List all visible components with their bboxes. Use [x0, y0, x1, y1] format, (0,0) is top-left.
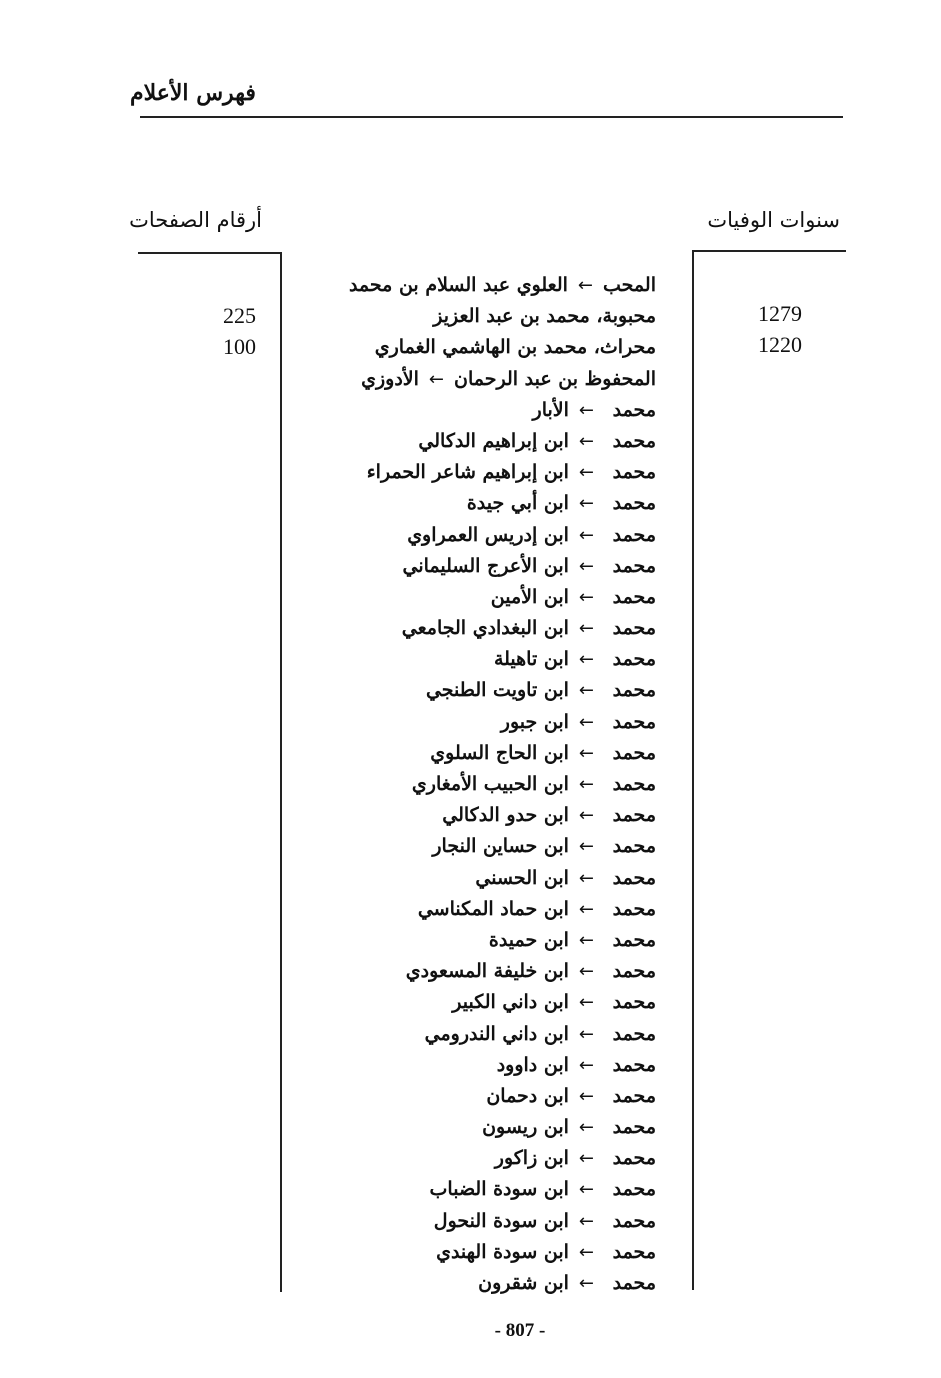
index-entry — [300, 831, 656, 862]
index-entry — [300, 364, 656, 395]
entry-reference: ابن دحمان — [486, 1084, 569, 1107]
see-reference-arrow-icon: ← — [428, 368, 445, 390]
see-reference-arrow-icon: ← — [578, 1117, 594, 1139]
death-year: 1220 — [758, 332, 802, 358]
entry-reference: ابن سودة الهندي — [436, 1240, 569, 1263]
index-entry — [300, 301, 656, 332]
years-column-divider — [692, 250, 694, 1290]
see-reference-arrow-icon: ← — [578, 836, 594, 858]
entry-reference: ابن الأعرج السليماني — [402, 554, 569, 577]
see-reference-arrow-icon: ← — [578, 555, 594, 577]
see-reference-arrow-icon: ← — [578, 1023, 594, 1045]
see-reference-arrow-icon: ← — [578, 493, 594, 515]
index-entry — [300, 1143, 656, 1174]
index-entry — [300, 925, 656, 956]
index-entry — [300, 1237, 656, 1268]
entry-name: محمد — [612, 648, 656, 671]
see-reference-arrow-icon: ← — [578, 711, 594, 733]
index-entry — [300, 426, 656, 457]
entry-reference: ابن حماد المكناسي — [417, 897, 569, 920]
see-reference-arrow-icon: ← — [578, 805, 594, 827]
see-reference-arrow-icon: ← — [578, 1148, 594, 1170]
entry-reference: ابن إبراهيم شاعر الحمراء — [366, 461, 569, 484]
index-entries — [300, 270, 656, 1299]
entry-name: محمد — [612, 741, 656, 764]
see-reference-arrow-icon: ← — [578, 898, 594, 920]
index-entry — [300, 1174, 656, 1205]
entry-name: محمد — [612, 429, 656, 452]
entry-reference: ابن سودة الضباب — [429, 1178, 569, 1201]
entry-name: محمد — [612, 554, 656, 577]
see-reference-arrow-icon: ← — [578, 1054, 594, 1076]
entry-reference: ابن البغدادي الجامعي — [401, 617, 569, 640]
entry-name: المحب — [603, 274, 656, 296]
entry-reference: ابن جبور — [500, 710, 569, 733]
entry-reference: ابن خليفة المسعودي — [405, 960, 569, 983]
index-entry — [300, 1019, 656, 1050]
see-reference-arrow-icon: ← — [578, 742, 594, 764]
entry-reference: العلوي عبد السلام بن محمد — [348, 274, 568, 296]
pages-column-top-rule — [138, 252, 282, 254]
index-entry — [300, 1081, 656, 1112]
page-number: 225 — [223, 303, 256, 328]
entry-reference: ابن داوود — [496, 1053, 569, 1076]
index-entry — [300, 738, 656, 769]
pages-column-divider — [280, 252, 282, 1292]
entry-name: محمد — [612, 1240, 656, 1263]
entry-name: محبوبة، محمد بن عبد العزيز — [433, 305, 656, 328]
index-entry — [300, 863, 656, 894]
see-reference-arrow-icon: ← — [578, 929, 594, 951]
entry-name: محمد — [612, 1272, 656, 1294]
entry-name: محمد — [612, 1178, 656, 1201]
index-entry — [300, 613, 656, 644]
see-reference-arrow-icon: ← — [578, 462, 594, 484]
running-head: فهرس الأعلام — [130, 80, 256, 106]
index-entry — [300, 395, 656, 426]
years-column-top-rule — [692, 250, 846, 252]
index-entry — [300, 1050, 656, 1081]
index-entry — [300, 1112, 656, 1143]
entry-name: محمد — [612, 523, 656, 546]
index-entry — [300, 769, 656, 800]
entry-reference: ابن الحاج السلوي — [430, 741, 569, 764]
see-reference-arrow-icon: ← — [578, 680, 594, 702]
see-reference-arrow-icon: ← — [578, 1085, 594, 1107]
see-reference-arrow-icon: ← — [578, 649, 594, 671]
index-entry — [300, 551, 656, 582]
entry-name: محمد — [612, 1116, 656, 1139]
entry-reference: ابن زاكور — [494, 1147, 569, 1170]
entry-name: محمد — [612, 991, 656, 1014]
entry-reference: ابن الحسني — [475, 866, 569, 889]
entry-name: محمد — [612, 492, 656, 515]
entry-name: محمد — [612, 773, 656, 795]
see-reference-arrow-icon: ← — [578, 961, 594, 983]
entry-name: محمد — [612, 679, 656, 702]
entry-reference: ابن تاهيلة — [493, 648, 569, 671]
see-reference-arrow-icon: ← — [578, 618, 594, 640]
pages-column-heading: أرقام الصفحات — [129, 208, 262, 232]
index-entry — [300, 800, 656, 831]
see-reference-arrow-icon: ← — [578, 524, 594, 546]
see-reference-arrow-icon: ← — [578, 1241, 594, 1263]
entry-reference: ابن سودة النحول — [433, 1209, 569, 1232]
entry-reference: ابن أبي جيدة — [466, 492, 569, 515]
entry-name: محمد — [612, 1084, 656, 1107]
see-reference-arrow-icon: ← — [577, 275, 594, 296]
entry-name: محمد — [612, 804, 656, 827]
index-entry — [300, 956, 656, 987]
entry-name: محمد — [612, 710, 656, 733]
index-entry — [300, 1206, 656, 1237]
entry-name: محمد — [612, 585, 656, 608]
index-entry — [300, 1268, 656, 1299]
entry-name: محمد — [612, 461, 656, 484]
entry-reference: ابن تاويت الطنجي — [425, 679, 569, 702]
see-reference-arrow-icon: ← — [578, 1179, 594, 1201]
entry-reference: ابن حميدة — [488, 928, 569, 951]
see-reference-arrow-icon: ← — [578, 992, 594, 1014]
entry-reference: ابن الأمين — [490, 585, 569, 608]
years-column-heading: سنوات الوفيات — [707, 208, 840, 232]
index-entry — [300, 644, 656, 675]
see-reference-arrow-icon: ← — [578, 774, 594, 795]
entry-reference: ابن داني الندرومي — [424, 1022, 569, 1045]
entry-reference: ابن داني الكبير — [452, 991, 569, 1014]
death-year: 1279 — [758, 301, 802, 326]
entry-reference: ابن حدو الدكالي — [442, 804, 569, 827]
index-entry — [300, 582, 656, 613]
see-reference-arrow-icon: ← — [578, 1273, 594, 1294]
entry-reference: ابن ريسون — [482, 1116, 569, 1139]
see-reference-arrow-icon: ← — [578, 430, 594, 452]
page-folio: - 807 - — [494, 1320, 546, 1341]
entry-reference: الأدوزي — [361, 367, 419, 390]
page-numbers-column — [190, 300, 256, 362]
index-entry — [300, 332, 656, 363]
death-years-column — [710, 298, 802, 360]
entry-reference: ابن حساين النجار — [432, 835, 569, 858]
see-reference-arrow-icon: ← — [578, 399, 594, 421]
header-rule — [140, 116, 843, 118]
entry-name: المحفوظ بن عبد الرحمان — [454, 367, 656, 390]
index-entry — [300, 270, 656, 301]
page-number: 100 — [223, 334, 256, 360]
entry-name: محمد — [612, 835, 656, 858]
entry-name: محمد — [612, 1209, 656, 1232]
entry-name: محمد — [612, 1053, 656, 1076]
entry-reference: ابن شقرون — [478, 1272, 569, 1294]
entry-name: محمد — [612, 928, 656, 951]
entry-reference: ابن الحبيب الأمغاري — [411, 773, 569, 795]
see-reference-arrow-icon: ← — [578, 867, 594, 889]
entry-name: محمد — [612, 617, 656, 640]
entry-reference: ابن إدريس العمراوي — [407, 523, 569, 546]
index-entry — [300, 987, 656, 1018]
entry-name: محمد — [612, 1022, 656, 1045]
index-entry — [300, 520, 656, 551]
entry-name: محراث، محمد بن الهاشمي الغماري — [374, 336, 656, 359]
see-reference-arrow-icon: ← — [578, 1210, 594, 1232]
index-entry — [300, 488, 656, 519]
index-entry — [300, 457, 656, 488]
entry-name: محمد — [612, 897, 656, 920]
index-entry — [300, 894, 656, 925]
entry-name: محمد — [612, 960, 656, 983]
entry-reference: الأبار — [532, 398, 569, 421]
index-entry — [300, 675, 656, 706]
index-entry — [300, 707, 656, 738]
entry-name: محمد — [612, 866, 656, 889]
entry-reference: ابن إبراهيم الدكالي — [418, 429, 569, 452]
entry-name: محمد — [612, 398, 656, 421]
see-reference-arrow-icon: ← — [578, 586, 594, 608]
entry-name: محمد — [612, 1147, 656, 1170]
